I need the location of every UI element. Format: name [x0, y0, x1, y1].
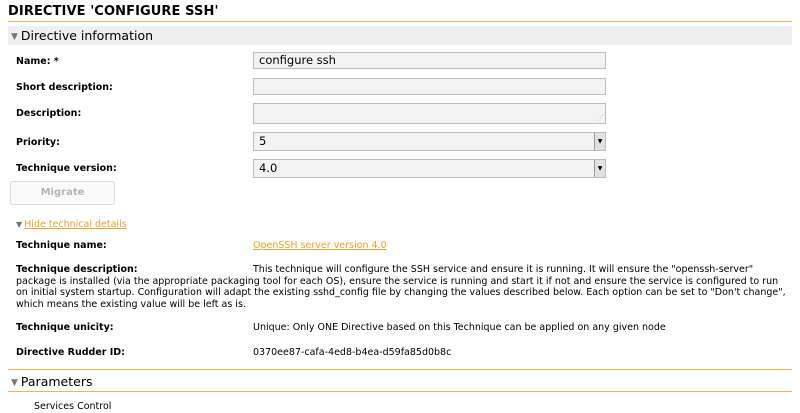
dropdown-arrow-icon[interactable]: ▼	[594, 160, 605, 177]
dropdown-arrow-icon[interactable]: ▼	[594, 133, 605, 150]
section-parameters-label: Parameters	[20, 374, 93, 389]
technical-details-toggle[interactable]	[16, 219, 127, 231]
migrate-button[interactable]: Migrate	[10, 181, 115, 205]
directive-rudder-id-value: 0370ee87-cafa-4ed8-b4ea-d59fa85d0b8c	[253, 347, 452, 358]
priority-label: Priority:	[16, 137, 60, 148]
resize-grip-icon[interactable]: ⋰	[597, 114, 604, 122]
technique-version-select[interactable]	[253, 159, 606, 178]
section-directive-information-label: Directive information	[20, 28, 154, 43]
technique-name-label: Technique name:	[16, 240, 107, 251]
section-parameters[interactable]	[8, 372, 792, 391]
short-description-label: Short description:	[16, 82, 113, 93]
technique-description-label: Technique description:	[16, 264, 138, 275]
page-title: DIRECTIVE 'CONFIGURE SSH'	[8, 4, 219, 19]
section-directive-information[interactable]	[8, 26, 792, 45]
directive-rudder-id-label: Directive Rudder ID:	[16, 347, 125, 358]
technique-unicity-label: Technique unicity:	[16, 322, 114, 333]
services-control-section[interactable]: Services Control	[34, 401, 112, 412]
hide-technical-details-link[interactable]: Hide technical details	[24, 219, 127, 230]
technique-version-label: Technique version:	[16, 163, 117, 174]
name-input[interactable]: configure ssh	[253, 52, 606, 69]
triangle-down-icon: ▼	[11, 32, 18, 42]
priority-selected-value: 5	[259, 134, 267, 148]
technique-description	[16, 264, 790, 310]
title-separator	[8, 21, 792, 22]
triangle-down-icon: ▼	[16, 220, 23, 229]
description-textarea[interactable]	[253, 103, 606, 124]
priority-select[interactable]	[253, 132, 606, 151]
description-label: Description:	[16, 108, 82, 119]
technique-version-selected-value: 4.0	[259, 161, 278, 175]
technique-name-link[interactable]: OpenSSH server version 4.0	[253, 240, 387, 251]
short-description-input[interactable]	[253, 78, 606, 95]
parameters-bottom-separator	[8, 391, 792, 392]
parameters-separator	[8, 369, 792, 370]
technique-unicity-value: Unique: Only ONE Directive based on this Technique can be applied on any given node	[253, 322, 666, 333]
technique-description-text: This technique will configure the SSH service and ensure it is running. It will ensure the "openssh-server" package is installed (via the appropriate packaging tool for each OS), ensure the service is running and start it if not and ensure the service is configured to run on initial system startup. Configuration will adapt the existing sshd_config file by changing the values described below. Each option can be set to "Don't change", which means the existing value will be left as is.	[16, 264, 786, 310]
name-label: Name: *	[16, 56, 59, 67]
triangle-down-icon: ▼	[11, 378, 18, 388]
